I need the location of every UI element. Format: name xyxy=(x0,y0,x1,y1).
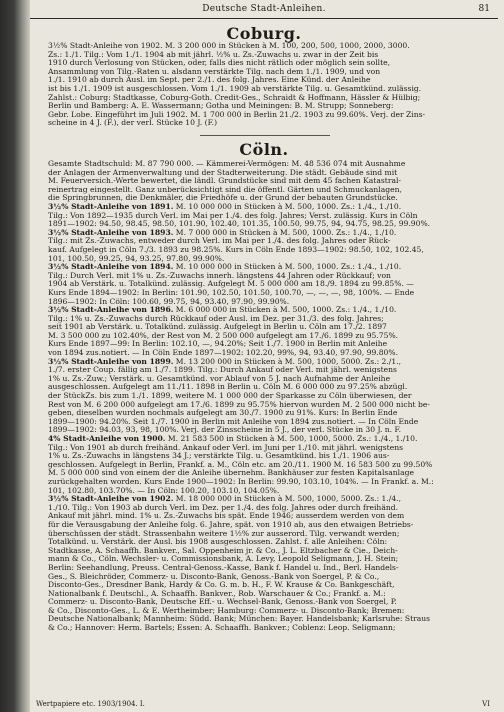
text-line: 1% u. Zs.-Zuw.; Verstärk. u. Gesamtkünd. vor Ablauf von 5 J. nach Aufnahme der Anleihe xyxy=(48,373,391,383)
text-line: M. Feuerversich.-Werte bewertet, die ländl. Grundstücke sind mit dem 45 fachen Katastral- xyxy=(48,176,401,186)
text-line: geben, dieselben wurden nochmals aufgelegt am 30./7. 1900 zu 91%. Kurs: In Berlin Ende xyxy=(48,408,398,418)
text-line: M. 3 500 000 zu 102.40%, der Rest von M. 2 500 000 aufgelegt am 17./6. 1899 zu 95.75%. xyxy=(48,330,399,340)
text-line: Kurs Ende 1894—1902: In Berlin: 101.90, 102.50, 101.50, 100.70, —, —, —, 98, 100%. — Ende xyxy=(48,287,415,297)
text-line: Zahlst.: Coburg: Stadtkasse, Coburg-Goth. Credit-Ges., Schraidt & Hoffmann, Hässler & Hülbig; xyxy=(48,92,421,102)
text-line: kauf. Aufgelegt in Cöln 7./3. 1893 zu 98.25%. Kurs in Cöln Ende 1893—1902: 98.50, 102, 102.45, xyxy=(48,244,424,254)
text-line: 1910 durch Verlosung von Stücken, oder, falls dies nicht rätlich oder möglich sein sollte, xyxy=(48,58,391,68)
text-line: für die Verausgabung der Anleihe folg. 6. Jahre, spät. von 1910 ab, aus den etwaigen Betriebs- xyxy=(48,519,414,529)
text-line: 1904 ab Verstärk. u. Totalkünd. zulässig. Aufgelegt M. 5 000 000 am 18./9. 1894 zu 99.85%. — xyxy=(48,279,414,289)
loan-title: 3½% Stadt-Anleihe von 1902. xyxy=(48,494,174,504)
text-line: Deutsche Nationalbank; Mannheim: Südd. Bank; München: Bayer. Handelsbank; Karlsruhe: Straus xyxy=(48,614,431,624)
text-line: von 1894 zus.notiert. — In Cöln Ende 1897—1902: 102.20, 99%, 94, 93.40, 97.90, 99.80%. xyxy=(48,348,398,358)
text-line: Berlin: Seehandlung, Preuss. Central-Genoss.-Kasse, Bank f. Handel u. Ind., Berl. Handels- xyxy=(48,562,399,572)
text-line: 1896—1902: In Cöln: 100.60, 99.75, 94, 93.40, 97.90, 99.90%. xyxy=(48,296,290,306)
text-line: Kurs Ende 1897—99: In Berlin: 102.10, —, 94.20%; Seit 1./7. 1900 in Berlin mit Anleihe xyxy=(48,339,388,349)
section-heading-coburg: Coburg. xyxy=(226,24,302,43)
section-body-coeln xyxy=(48,160,490,696)
loan-title: 4% Stadt-Anleihe von 1900. xyxy=(48,434,166,443)
text-line: 3½% Stadt-Anleihe von 1899. M. 13 200 000 in Stücken à M. 500, 1000, 5000. Zs.: 2./1., xyxy=(48,356,402,366)
footer-imprint: Wertpapiere etc. 1903/1904. I. xyxy=(36,700,145,708)
text-line: ausgeschlossen. Aufgelegt am 11./11. 1898 in Berlin u. Cöln M. 6 000 000 zu 97.25% abzügl. xyxy=(48,382,408,392)
text-line: 1./1. 1910 ab durch Ausl. im Sept. per 2./1. des folg. Jahres. Eine Künd. der Anleihe xyxy=(48,75,371,85)
text-line: reinertrag eingestellt. Ganz unberücksichtigt sind die öffentl. Gärten und Schmuckanlagen, xyxy=(48,184,402,194)
text-line: Ges., S. Bleichröder, Commerz- u. Disconto-Bank, Genoss.-Bank von Soergel, P. & Co., xyxy=(48,571,380,581)
loan-title: 3½% Stadt-Anleihe von 1894. xyxy=(48,262,174,272)
text-line: Tilg.: mit Zs.-Zuwachs, entweder durch Verl. im Mai per 1./4. des folg. Jahres oder Rück- xyxy=(48,236,391,246)
page-footer xyxy=(36,700,490,708)
text-line: die Springbrunnen, die Denkmäler, die Friedhöfe u. der Grund der bebauten Grundstücke. xyxy=(48,193,398,203)
text-line: Gesamte Stadtschuld: M. 87 790 000. — Kämmerei-Vermögen: M. 48 536 074 mit Ausnahme xyxy=(48,160,406,168)
text-line: der Anlagen der Armenverwaltung und der Stadterweiterung. Die städt. Gebäude sind mit xyxy=(48,167,398,177)
text-line: scheine in 4 J. (F.), der verl. Stücke 10 J. (F.) xyxy=(48,118,218,128)
document-page xyxy=(30,0,498,712)
text-line: geschlossen. Aufgelegt in Berlin, Frankf. a. M., Cöln etc. am 20./11. 1900 M. 16 583 500 zu 99.50% xyxy=(48,459,433,469)
text-line: Ankauf mit jährl. mind. 1% u. Zs.-Zuwachs bis spät. Ende 1946; ausserdem werden von dem xyxy=(48,511,405,521)
text-line: Zs.: 1./1. Tilg.: Vom 1./1. 1904 ab mit jährl. ½% u. Zs.-Zuwachs u. zwar in der Zeit bis xyxy=(48,49,379,59)
text-line: zurückgehalten worden. Kurs Ende 1900—1902: In Berlin: 99.90, 103.10, 104%. — In Frankf. a. M.: xyxy=(48,476,434,486)
text-line: der StückZs. bis zum 1./1. 1899, weitere M. 1 000 000 der Sparkasse zu Cöln überwiesen, der xyxy=(48,391,412,401)
text-line: Rest von M. 6 200 000 aufgelegt am 17./6. 1899 zu 95.75% hiervon wurden M. 2 500 000 nicht be- xyxy=(48,399,430,409)
text-line: & Co.; Hannover: Herm. Bartels; Essen: A. Schaaffh. Bankver.; Coblenz: Leop. Seligmann; xyxy=(48,623,396,633)
text-line: überschüssen der städt. Strassenbahn weitere 1½% zur ausserord. Tilg. verwandt werden; xyxy=(48,528,400,538)
text-line: 1./10. Tilg.: Von 1903 ab durch Verl. im Dez. per 1./4. des folg. Jahres oder durch freihänd. xyxy=(48,502,399,512)
section-body-coburg xyxy=(48,42,490,130)
text-line: 1891—1902: 94.50, 98.45, 98.50, 101.90, 102.40, 101.35, 100.50, 99.75, 94, 94.75, 98.25, 99.90%. xyxy=(48,219,431,229)
text-line: Stadtkasse, A. Schaaffh. Bankver., Sal. Oppenheim jr. & Co., J. L. Eltzbacher & Cie., Deich- xyxy=(48,545,398,555)
page-number: 81 xyxy=(478,4,490,14)
loan-title: 3½% Stadt-Anleihe von 1896. xyxy=(48,305,174,315)
text-line: Totalkünd. u. Verstärk. der Ausl. bis 1908 ausgeschlossen. Zahlst. f. alle Anleihen: Cöln: xyxy=(48,537,388,547)
footer-signature: VI xyxy=(482,700,490,708)
text-line: 3½% Stadt-Anleihe von 1896. M. 6 000 000 in Stücken à M. 500, 1000. Zs.: 1./4., 1./10. xyxy=(48,305,397,315)
text-line: 3½% Stadt-Anleihe von 1894. M. 10 000 000 in Stücken à M. 500, 1000. Zs.: 1./4., 1./10. xyxy=(48,262,402,272)
text-line: & Co., Disconto-Ges., L. & E. Wertheimber; Hamburg: Commerz- u. Disconto-Bank; Bremen: xyxy=(48,605,405,615)
loan-title: 3½% Stadt-Anleihe von 1893. xyxy=(48,227,174,237)
text-line: M. 5 000 000 sind von einem der die Anleihe übernehm. Bankhäuser zur festen Kapitalsanlage xyxy=(48,468,414,478)
text-line: Disconto-Ges., Dresdner Bank, Hardy & Co. G. m. b. H., F. W. Krause & Co. Bankgeschäft, xyxy=(48,580,395,590)
running-header xyxy=(30,4,498,18)
text-line: ist bis 1./1. 1909 ist ausgeschlossen. Vom 1./1. 1909 ab verstärkte Tilg. u. Gesamtkünd. zulässig. xyxy=(48,83,422,93)
text-line: 3½% Stadt-Anleihe von 1891. M. 10 000 000 in Stücken à M. 500, 1000. Zs.: 1./4., 1./10. xyxy=(48,201,402,211)
text-line: mann & Co., Cöln. Wechsler- u. Commissionsbank, A. Levy, Leopold Seligmann, J. H. Stein; xyxy=(48,554,399,564)
text-line: Tilg.: Von 1892—1935 durch Verl. im Mai per 1./4. des folg. Jahres; Verst. zulässig. Kurs in Cöln xyxy=(48,210,418,220)
text-line: 1899—1900: 94.20%. Seit 1./7. 1900 in Berlin mit Anleihe von 1894 zus.notiert. — In Cöln Ende xyxy=(48,416,419,426)
text-line: 101, 100.50, 99.25, 94, 93.25, 97.80, 99.90%. xyxy=(48,253,225,263)
text-line: Tilg.: Von 1901 ab durch freihänd. Ankauf oder Verl. im Juni per 1./10. mit jährl. wenigstens xyxy=(48,442,403,452)
text-line: 1./7. erster Coup. fällig am 1./7. 1899. Tilg.: Durch Ankauf oder Verl. mit jährl. wenigstens xyxy=(48,365,397,375)
section-divider xyxy=(200,135,330,136)
text-line: Tilg.: Durch Verl. mit 1% u. Zs.-Zuwachs innerh. längstens 44 Jahren oder Rückkauf; von xyxy=(48,270,391,280)
text-line: seit 1901 ab Verstärk. u. Totalkünd. zulässig. Aufgelegt in Berlin u. Cöln am 17./2. 1897 xyxy=(48,322,387,332)
text-line: Ansammlung von Tilg.-Raten u. alsdann verstärkte Tilg. nach dem 1./1. 1909, und von xyxy=(48,66,381,76)
text-line: 1899—1902: 94.03, 93, 98, 100%. Verj. der Zinsscheine in 5 J., der verl. Stücke in 30 J. n. F. xyxy=(48,425,402,435)
header-title: Deutsche Stadt-Anleihen. xyxy=(202,4,326,14)
text-line: Commerz- u. Disconto-Bank, Deutsche Eff.- u. Wechsel-Bank, Genoss.-Bank von Soergel, P. xyxy=(48,597,397,607)
text-line: 1% u. Zs.-Zuwachs in längstens 34 J.; verstärkte Tilg. u. Gesamtkünd. bis 1./1. 1906 aus- xyxy=(48,451,390,461)
text-line: 4% Stadt-Anleihe von 1900. M. 21 583 500 in Stücken à M. 500, 1000, 5000. Zs.: 1./4., 1./10. xyxy=(48,434,418,443)
text-line: Gebr. Lobe. Eingeführt im Juli 1902. M. 1 700 000 in Berlin 21./2. 1903 zu 99.60%. Verj. der Zins- xyxy=(48,109,426,119)
text-line: Nationalbank f. Deutschl., A. Schaaffh. Bankver., Rob. Warschauer & Co.; Frankf. a. M.: xyxy=(48,588,386,598)
section-heading-coeln: Cöln. xyxy=(239,140,289,159)
text-line: 101, 102.80, 103.70%. — In Cöln: 100.20, 103.10, 104.05%. xyxy=(48,485,280,495)
text-line: Tilg.: 1% u. Zs.-Zuwachs durch Rückkauf oder Ausl. im Dez. per 31./3. des folg. Jahres; xyxy=(48,313,384,323)
text-line: 3½% Stadt-Anleihe von 1902. M. 3 200 000 in Stücken à M. 100, 200, 500, 1000, 2000, 3000. xyxy=(48,42,410,50)
text-line: Berlin und Bamberg: A. E. Wassermann; Gotha und Meiningen: B. M. Strupp; Sonneberg: xyxy=(48,101,394,111)
loan-title: 3½% Stadt-Anleihe von 1899. xyxy=(48,356,174,366)
text-line: 3½% Stadt-Anleihe von 1902. M. 18 000 000 in Stücken à M. 500, 1000, 5000. Zs.: 1./4., xyxy=(48,494,402,504)
loan-title: 3½% Stadt-Anleihe von 1891. xyxy=(48,201,174,211)
header-rule xyxy=(30,18,498,19)
text-line: 3½% Stadt-Anleihe von 1893. M. 7 000 000 in Stücken à M. 500, 1000. Zs.: 1./4., 1./10. xyxy=(48,227,397,237)
book-binding-gutter xyxy=(0,0,30,712)
